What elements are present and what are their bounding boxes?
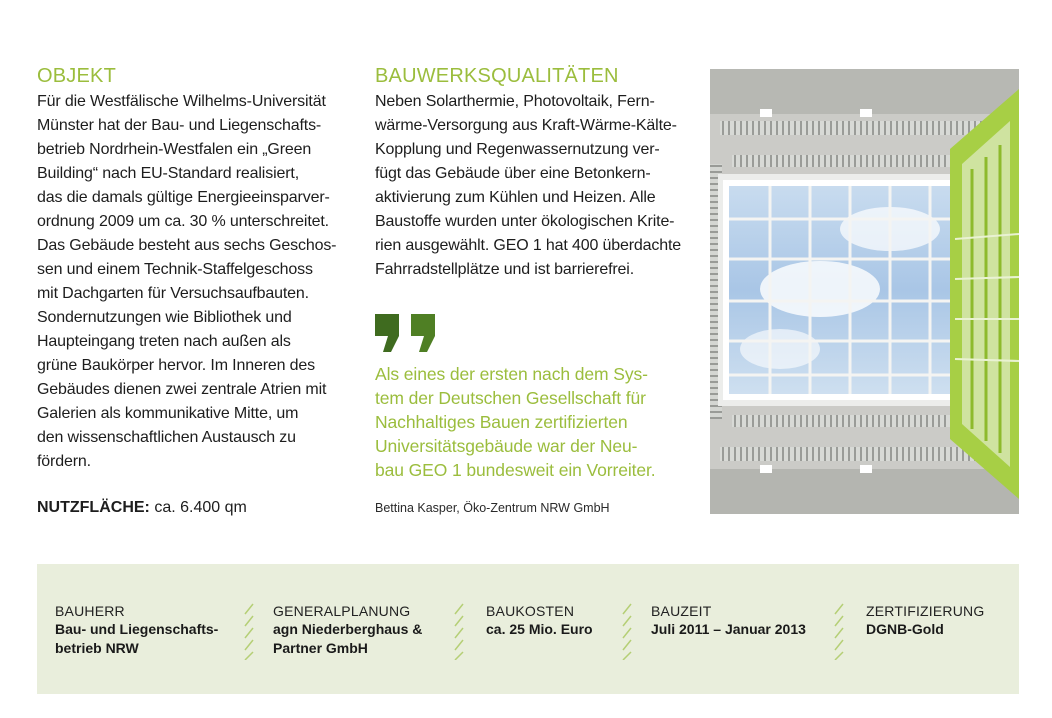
quote-line: tem der Deutschen Gesellschaft für [375,388,646,408]
qualitaeten-line: fügt das Gebäude über eine Betonkern- [375,165,651,182]
qualitaeten-heading: BAUWERKSQUALITÄTEN [375,65,619,87]
fact-value [866,620,984,639]
separator-icon [453,602,465,660]
objekt-line: das die damals gültige Energieeinsparver- [37,189,330,206]
fact-zertifizierung [866,602,984,639]
qualitaeten-line: Fahrradstellplätze und ist barrierefrei. [375,261,635,278]
fact-label: ZERTIFIZIERUNG [866,603,985,619]
fact-value [273,620,422,658]
fact-value-line: DGNB-Gold [866,621,944,637]
facts-bar [37,564,1019,694]
nutzflaeche-value: ca. 6.400 qm [149,499,247,516]
qualitaeten-line: aktivierung zum Kühlen und Heizen. Alle [375,189,656,206]
objekt-line: fördern. [37,453,91,470]
qualitaeten-section [375,64,697,282]
separator-icon [833,602,845,660]
fact-value-line: ca. 25 Mio. Euro [486,621,593,637]
objekt-line: Das Gebäude besteht aus sechs Geschos- [37,237,337,254]
separator-icon [621,602,633,660]
fact-value-line: Partner GmbH [273,640,368,656]
fact-value-line: Bau- und Liegenschafts- [55,621,219,637]
objekt-line: den wissenschaftlichen Austausch zu [37,429,296,446]
objekt-line: Gebäudes dienen zwei zentrale Atrien mit [37,381,327,398]
objekt-heading: OBJEKT [37,65,116,87]
qualitaeten-line: Neben Solarthermie, Photovoltaik, Fern- [375,93,655,110]
fact-bauherr [55,602,218,658]
objekt-line: Building“ nach EU-Standard realisiert, [37,165,299,182]
fact-bauzeit [651,602,806,639]
quote-line: bau GEO 1 bundesweit ein Vorreiter. [375,460,656,480]
fact-baukosten [486,602,593,639]
qualitaeten-line: Kopplung und Regenwassernutzung ver- [375,141,660,158]
quote-author: Bettina Kasper, Öko-Zentrum NRW GmbH [375,501,610,515]
quote-line: Universitätsgebäude war der Neu- [375,436,638,456]
fact-value [651,620,806,639]
objekt-line: ordnung 2009 um ca. 30 % unterschreitet. [37,213,329,230]
objekt-text [37,90,357,474]
fact-generalplanung [273,602,422,658]
separator-icon [243,602,255,660]
objekt-line: Haupteingang treten nach außen als [37,333,291,350]
fact-label: GENERALPLANUNG [273,603,411,619]
qualitaeten-text [375,90,697,282]
objekt-line: Sondernutzungen wie Bibliothek und [37,309,292,326]
qualitaeten-line: rien ausgewählt. GEO 1 hat 400 überdachte [375,237,682,254]
atrium-photo [710,69,1019,514]
nutzflaeche-label: NUTZFLÄCHE: [37,499,150,516]
objekt-line: Galerien als kommunikative Mitte, um [37,405,299,422]
fact-label: BAUHERR [55,603,125,619]
fact-value [486,620,593,639]
fact-value-line: betrieb NRW [55,640,139,656]
objekt-line: sen und einem Technik-Staffelgeschoss [37,261,313,278]
qualitaeten-line: Baustoffe wurden unter ökologischen Krite- [375,213,675,230]
quote-line: Nachhaltiges Bauen zertifizierten [375,412,628,432]
fact-value [55,620,218,658]
quote-line: Als eines der ersten nach dem Sys- [375,364,648,384]
fact-value-line: agn Niederberghaus & [273,621,423,637]
objekt-line: betrieb Nordrhein-Westfalen ein „Green [37,141,312,158]
objekt-line: grüne Baukörper hervor. Im Inneren des [37,357,316,374]
objekt-line: Für die Westfälische Wilhelms-Universität [37,93,326,110]
fact-label: BAUZEIT [651,603,712,619]
nutzflaeche [37,498,247,518]
objekt-line: Münster hat der Bau- und Liegenschafts- [37,117,322,134]
quote-text [375,362,656,482]
atrium-photo-svg [710,69,1019,514]
objekt-line: mit Dachgarten für Versuchsaufbauten. [37,285,309,302]
qualitaeten-line: wärme-Versorgung aus Kraft-Wärme-Kälte- [375,117,677,134]
fact-value-line: Juli 2011 – Januar 2013 [651,621,806,637]
fact-label: BAUKOSTEN [486,603,575,619]
objekt-section [37,64,357,474]
quote-marks-icon [375,314,439,352]
